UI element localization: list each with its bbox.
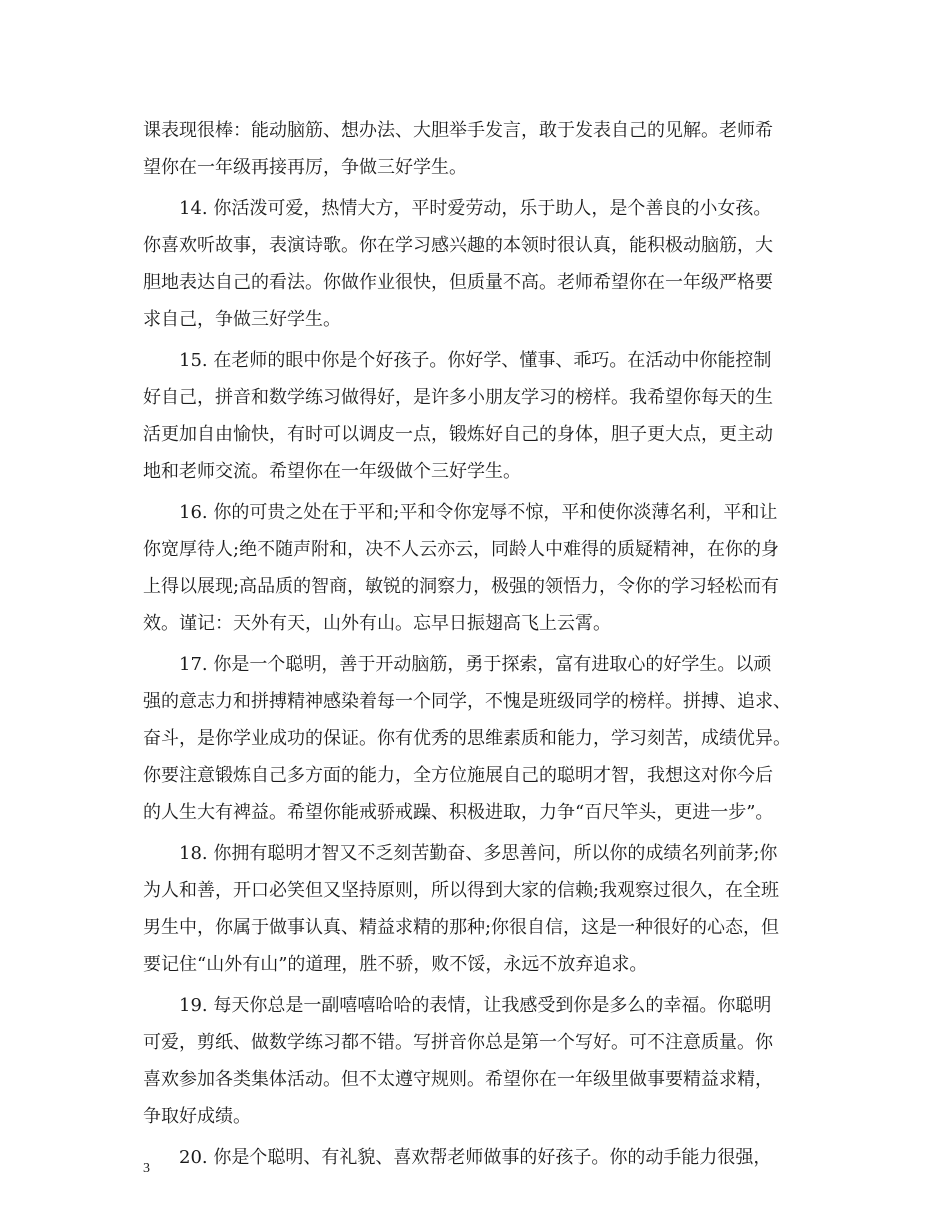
text-line: 的人生大有裨益。希望你能戒骄戒躁、积极进取，力争“百尺竿头，更进一步”。 <box>143 802 774 823</box>
paragraph <box>143 1139 813 1176</box>
text-line: 16. 你的可贵之处在于平和;平和令你宠辱不惊，平和使你淡薄名利，平和让 <box>179 502 778 523</box>
document-body <box>143 112 813 1176</box>
text-line: 18. 你拥有聪明才智又不乏刻苦勤奋、多思善问，所以你的成绩名列前茅;你 <box>179 843 778 864</box>
paragraph <box>143 987 813 1135</box>
text-line: 为人和善，开口必笑但又坚持原则，所以得到大家的信赖;我观察过很久，在全班 <box>143 880 780 901</box>
text-line: 强的意志力和拼搏精神感染着每一个同学，不愧是班级同学的榜样。拼搏、追求、 <box>143 691 791 712</box>
text-line: 你喜欢听故事，表演诗歌。你在学习感兴趣的本领时很认真，能积极动脑筋，大 <box>143 235 773 256</box>
paragraph <box>143 190 813 338</box>
text-line: 19. 每天你总是一副嘻嘻哈哈的表情，让我感受到你是多么的幸福。你聪明 <box>179 995 772 1016</box>
text-line: 地和老师交流。希望你在一年级做个三好学生。 <box>143 461 521 482</box>
paragraph <box>143 835 813 983</box>
text-line: 你宽厚待人;绝不随声附和，决不人云亦云，同龄人中难得的质疑精神，在你的身 <box>143 539 780 560</box>
text-line: 好自己，拼音和数学练习做得好，是许多小朋友学习的榜样。我希望你每天的生 <box>143 387 773 408</box>
text-line: 求自己，争做三好学生。 <box>143 309 341 330</box>
text-line: 可爱，剪纸、做数学练习都不错。写拼音你总是第一个写好。可不注意质量。你 <box>143 1032 773 1053</box>
text-line: 争取好成绩。 <box>143 1106 251 1127</box>
page-number: 3 <box>143 1161 150 1176</box>
text-line: 上得以展现;高品质的智商，敏锐的洞察力，极强的领悟力，令你的学习轻松而有 <box>143 576 780 597</box>
text-line: 效。谨记：天外有天，山外有山。忘早日振翅高飞上云霄。 <box>143 613 611 634</box>
text-line: 望你在一年级再接再厉，争做三好学生。 <box>143 157 467 178</box>
text-line: 15. 在老师的眼中你是个好孩子。你好学、懂事、乖巧。在活动中你能控制 <box>179 350 772 371</box>
text-line: 喜欢参加各类集体活动。但不太遵守规则。希望你在一年级里做事要精益求精， <box>143 1069 773 1090</box>
text-line: 要记住“山外有山”的道理，胜不骄，败不馁，永远不放弃追求。 <box>143 954 648 975</box>
paragraph <box>143 342 813 490</box>
paragraph <box>143 112 813 186</box>
paragraph <box>143 646 813 831</box>
text-line: 14. 你活泼可爱，热情大方，平时爱劳动，乐于助人，是个善良的小女孩。 <box>179 198 772 219</box>
text-line: 奋斗，是你学业成功的保证。你有优秀的思维素质和能力，学习刻苦，成绩优异。 <box>143 728 791 749</box>
text-line: 17. 你是一个聪明，善于开动脑筋，勇于探索，富有进取心的好学生。以顽 <box>179 654 772 675</box>
paragraph <box>143 494 813 642</box>
text-line: 男生中，你属于做事认真、精益求精的那种;你很自信，这是一种很好的心态，但 <box>143 917 780 938</box>
text-line: 你要注意锻炼自己多方面的能力，全方位施展自己的聪明才智，我想这对你今后 <box>143 765 773 786</box>
text-line: 课表现很棒：能动脑筋、想办法、大胆举手发言，敢于发表自己的见解。老师希 <box>143 120 773 141</box>
text-line: 胆地表达自己的看法。你做作业很快，但质量不高。老师希望你在一年级严格要 <box>143 272 773 293</box>
text-line: 20. 你是个聪明、有礼貌、喜欢帮老师做事的好孩子。你的动手能力很强， <box>179 1147 772 1168</box>
text-line: 活更加自由愉快，有时可以调皮一点，锻炼好自己的身体，胆子更大点，更主动 <box>143 424 773 445</box>
